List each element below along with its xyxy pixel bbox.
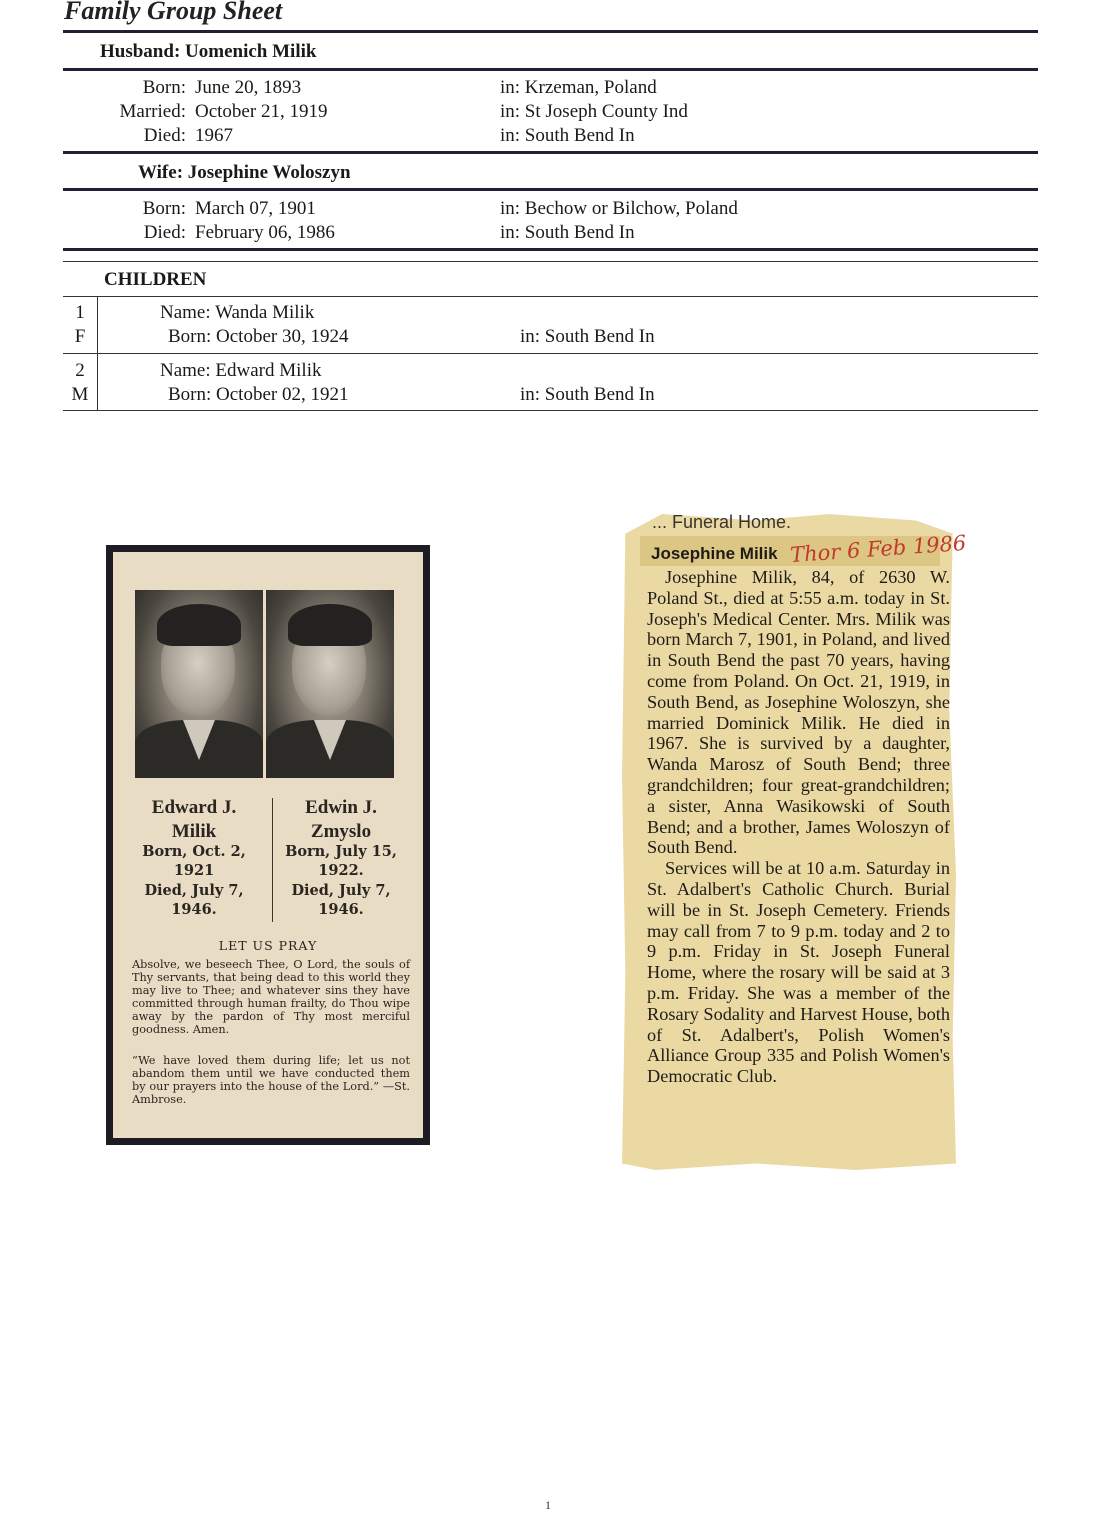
page-number: 1 bbox=[545, 1498, 551, 1512]
child-born: October 30, 1924 bbox=[216, 326, 349, 347]
wife-born: March 07, 1901 bbox=[195, 198, 316, 219]
divider bbox=[63, 296, 1038, 297]
husband-married: October 21, 1919 bbox=[195, 101, 328, 122]
divider bbox=[63, 30, 1038, 33]
card-left-born-year: 1921 bbox=[173, 862, 215, 879]
card-left-born: Born, Oct. 2, bbox=[142, 843, 246, 860]
portrait-photo-right bbox=[266, 590, 394, 778]
obituary-body bbox=[647, 567, 950, 1087]
card-left-last: Milik bbox=[171, 821, 217, 842]
husband-married-label: Married: bbox=[119, 101, 186, 122]
wife-name: Josephine Woloszyn bbox=[187, 162, 351, 183]
husband-born-label: Born: bbox=[142, 77, 186, 98]
divider bbox=[63, 68, 1038, 71]
card-right-died-year: 1946. bbox=[318, 901, 364, 918]
card-right-born: Born, July 15, bbox=[285, 843, 397, 860]
memorial-card-paper bbox=[113, 552, 423, 1138]
divider bbox=[63, 410, 1038, 411]
card-left-first: Edward J. bbox=[151, 797, 237, 818]
husband-name: Uomenich Milik bbox=[185, 41, 317, 62]
obituary-paragraph: Services will be at 10 a.m. Saturday in St. Adalbert's Catholic Church. Burial will be in St. Joseph Cemetery. Friends may call from 7 to 9 p.m. today and 2 to 9 p.m. Friday in St. Joseph Funeral Home, where the rosary will be said at 3 p.m. Friday. She was a member of the Rosary Sodality and Harvest House, both of St. Adalbert's, Polish Women's Alliance Group 335 and Polish Women's Democratic Club. bbox=[647, 858, 950, 1087]
husband-married-place: in: St Joseph County Ind bbox=[500, 101, 688, 122]
divider bbox=[63, 261, 1038, 262]
obituary-paragraph: Josephine Milik, 84, of 2630 W. Poland St., died at 5:55 a.m. today in St. Joseph's Medical Center. Mrs. Milik was born March 7, 1901, in Poland, and lived in South Bend the past 70 years, having come from Poland. On Oct. 21, 1919, in South Bend, as Josephine Woloszyn, she married Dominick Milik. He died in 1967. She is survived by a daughter, Wanda Marosz of South Bend; three grandchildren; four great-grandchildren; a sister, Anna Wasikowski of South Bend; and a brother, James Woloszyn of South Bend. bbox=[647, 567, 950, 858]
card-right-last: Zmyslo bbox=[310, 821, 372, 842]
ambrose-quote: “We have loved them during life; let us not abandom them until we have conducted them by our prayers into the house of the Lord.” —St. Ambrose. bbox=[132, 1054, 410, 1106]
husband-died: 1967 bbox=[195, 125, 233, 146]
child-born: October 02, 1921 bbox=[216, 384, 349, 405]
card-right-died: Died, July 7, bbox=[291, 882, 391, 899]
husband-died-place: in: South Bend In bbox=[500, 125, 635, 146]
wife-label: Wife: bbox=[138, 162, 184, 183]
husband-born: June 20, 1893 bbox=[195, 77, 302, 98]
divider bbox=[63, 353, 1038, 354]
divider bbox=[63, 248, 1038, 251]
child-born-place: in: South Bend In bbox=[520, 326, 655, 347]
clipping-top-fragment: ... Funeral Home. bbox=[652, 512, 792, 532]
card-right-born-year: 1922. bbox=[318, 862, 364, 879]
card-left-died-year: 1946. bbox=[171, 901, 217, 918]
portrait-photo-left bbox=[135, 590, 263, 778]
handwritten-date: Thor 6 Feb 1986 bbox=[789, 530, 967, 568]
divider bbox=[63, 188, 1038, 191]
child-name-label: Name: bbox=[160, 302, 211, 323]
child-name-row bbox=[160, 302, 314, 324]
child-number: 2 bbox=[75, 360, 85, 381]
child-born-label: Born: bbox=[168, 326, 212, 347]
child-sex: F bbox=[74, 326, 86, 347]
wife-died-place: in: South Bend In bbox=[500, 222, 635, 243]
card-divider bbox=[272, 798, 273, 922]
card-right-first: Edwin J. bbox=[305, 797, 377, 818]
divider bbox=[63, 151, 1038, 154]
children-column-divider bbox=[97, 297, 98, 411]
child-born-row bbox=[168, 384, 348, 406]
child-name: Wanda Milik bbox=[215, 302, 315, 323]
child-born-label: Born: bbox=[168, 384, 212, 405]
card-left-died: Died, July 7, bbox=[144, 882, 244, 899]
child-number: 1 bbox=[75, 302, 85, 323]
memorial-card bbox=[106, 545, 430, 1145]
child-name-row bbox=[160, 360, 321, 382]
wife-born-label: Born: bbox=[142, 198, 186, 219]
children-heading: CHILDREN bbox=[104, 269, 207, 290]
child-name-label: Name: bbox=[160, 360, 211, 381]
child-born-row bbox=[168, 326, 348, 348]
pray-title: LET US PRAY bbox=[218, 938, 318, 953]
wife-born-place: in: Bechow or Bilchow, Poland bbox=[500, 198, 738, 219]
wife-died: February 06, 1986 bbox=[195, 222, 335, 243]
child-name: Edward Milik bbox=[215, 360, 322, 381]
prayer-text: Absolve, we beseech Thee, O Lord, the souls of Thy servants, that being dead to this world they may live to Thee; and whatever sins they have committed through human frailty, do Thou wipe away by the pardon of Thy most merciful goodness. Amen. bbox=[132, 958, 410, 1036]
child-born-place: in: South Bend In bbox=[520, 384, 655, 405]
sheet-title: Family Group Sheet bbox=[64, 0, 283, 25]
husband-label: Husband: bbox=[100, 41, 181, 62]
wife-heading bbox=[138, 162, 351, 184]
husband-born-place: in: Krzeman, Poland bbox=[500, 77, 657, 98]
husband-heading bbox=[100, 41, 316, 63]
obituary-headline: Josephine Milik bbox=[651, 544, 778, 563]
child-sex: M bbox=[71, 384, 89, 405]
husband-died-label: Died: bbox=[143, 125, 186, 146]
wife-died-label: Died: bbox=[143, 222, 186, 243]
